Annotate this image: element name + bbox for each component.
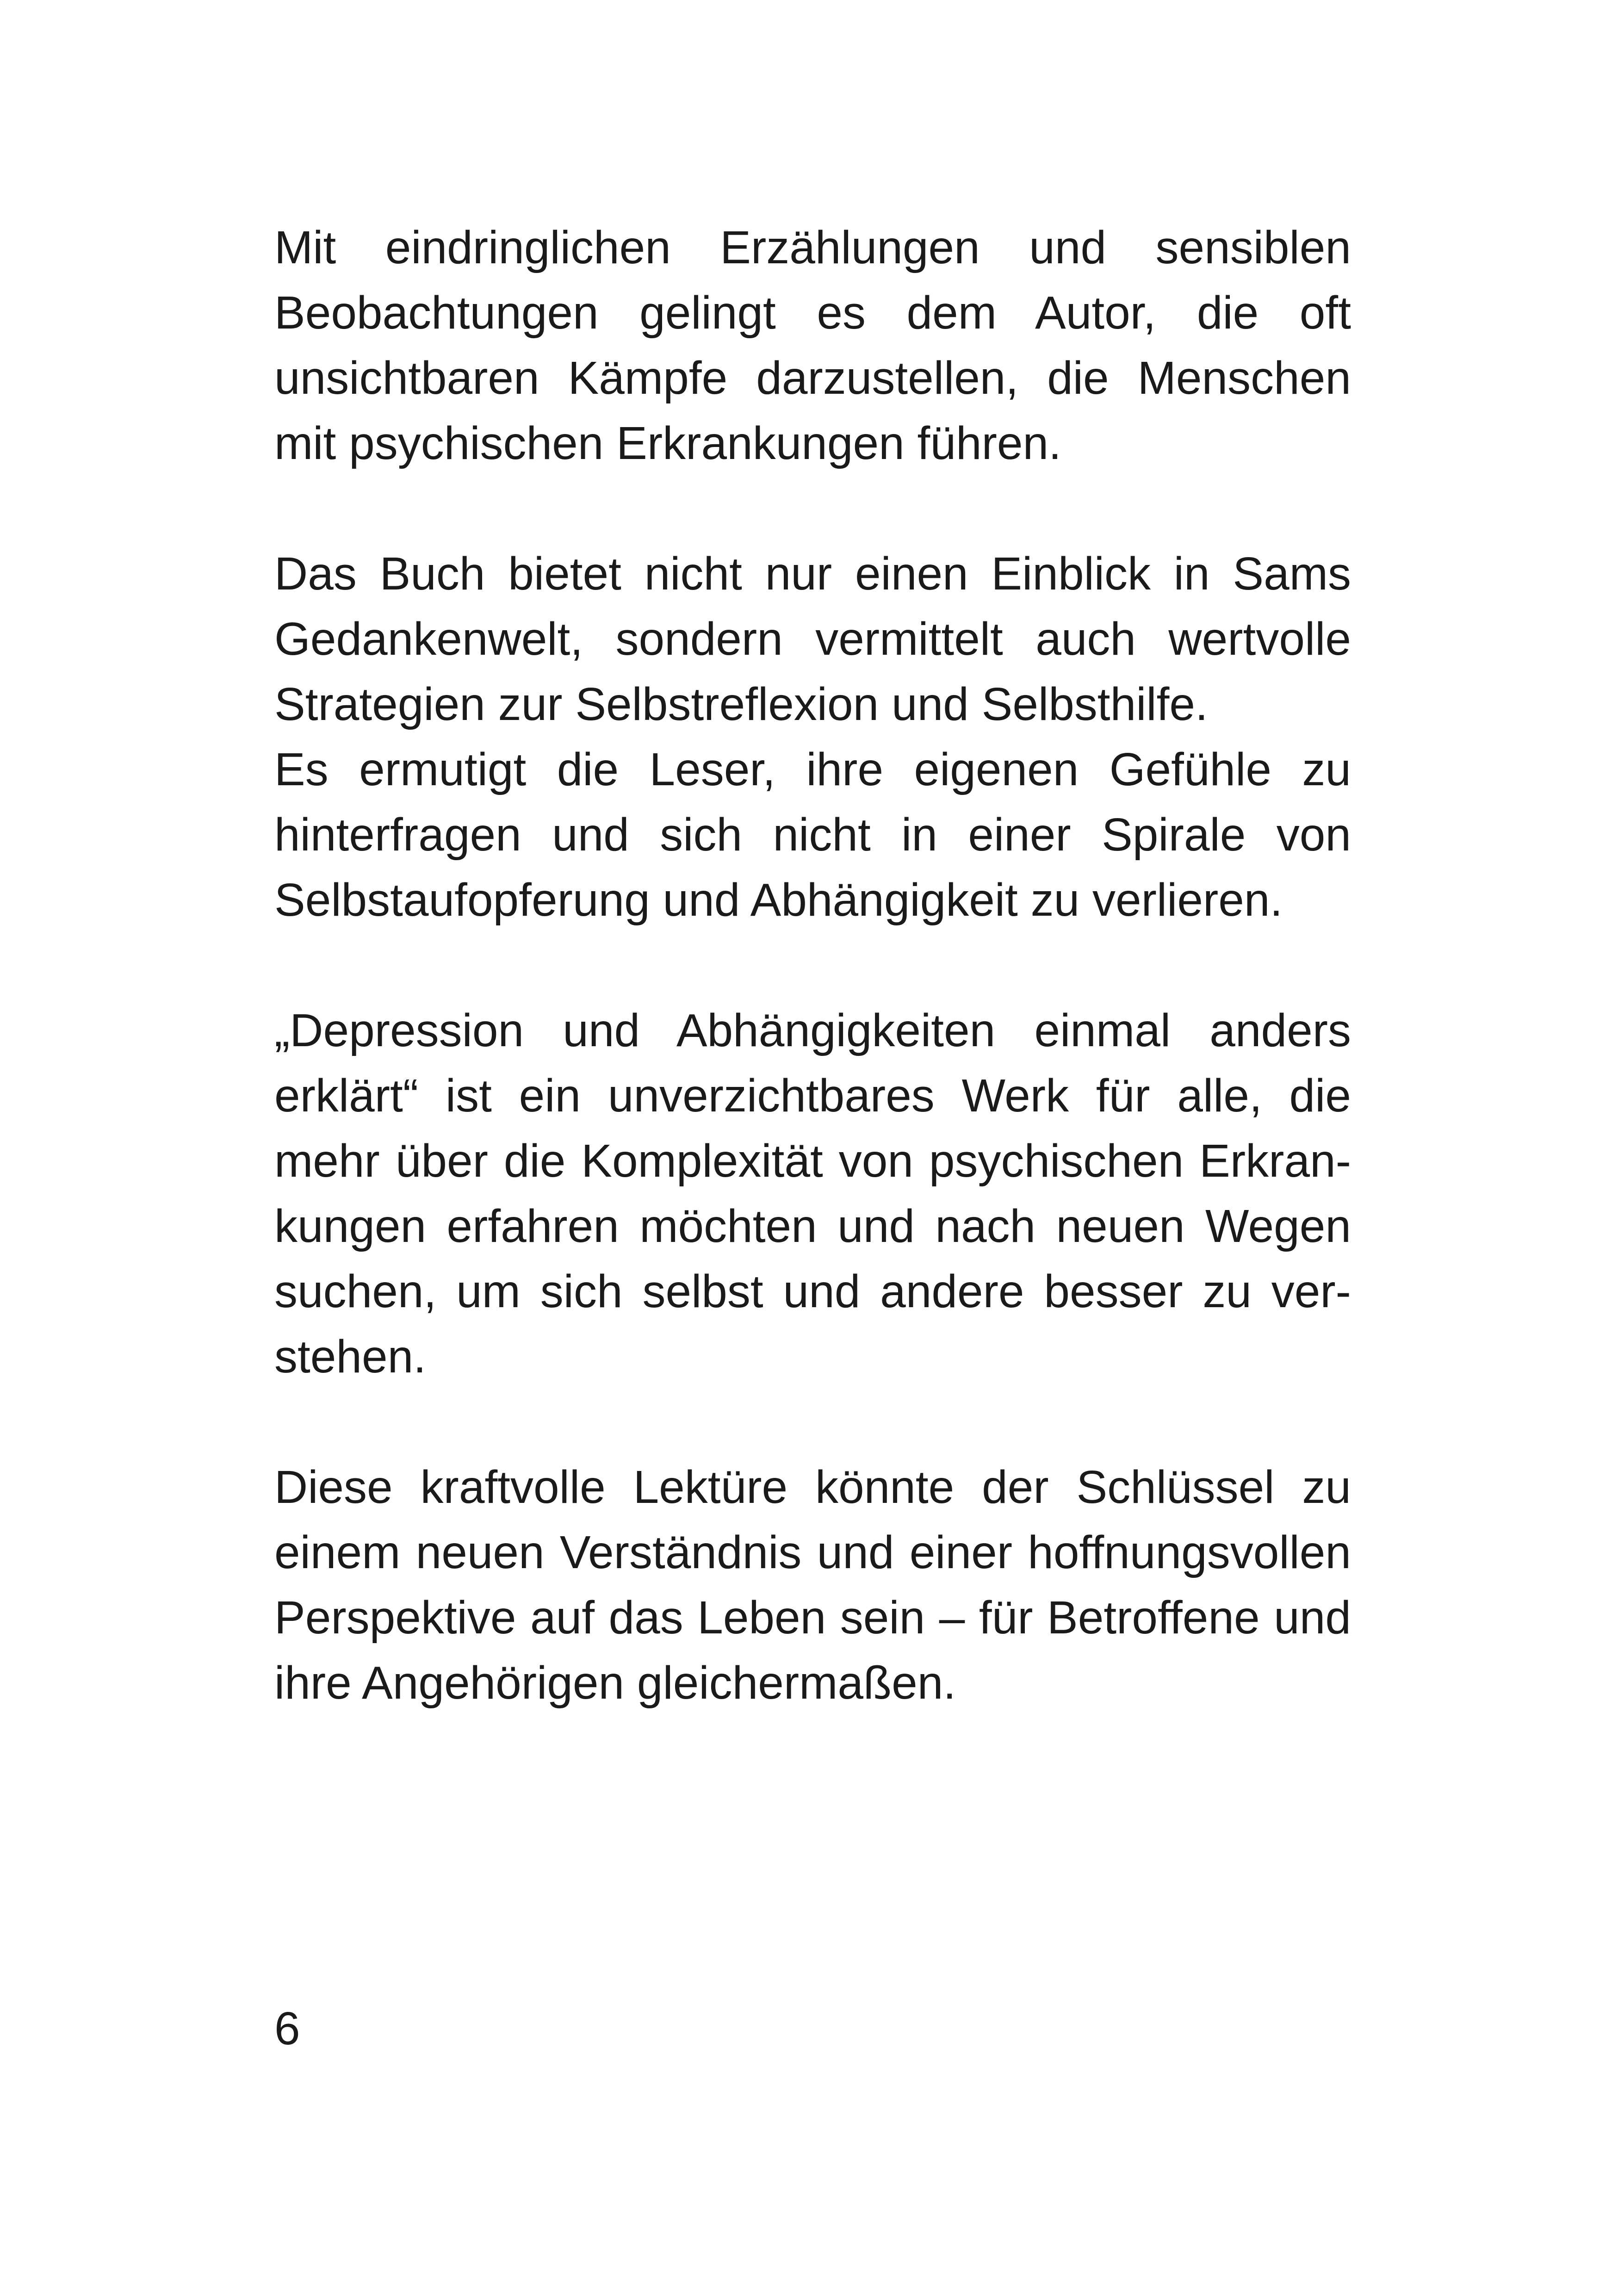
paragraph-gap <box>274 476 1351 541</box>
paragraph-2 <box>274 541 1351 933</box>
paragraph-line: stehen. <box>274 1331 427 1383</box>
paragraph-line: mit psychischen Erkrankungen führen. <box>274 417 1061 469</box>
body-text <box>274 215 1351 1716</box>
paragraph-line: Beobachtungen gelingt es dem Autor, die oft <box>274 287 1351 339</box>
paragraph-line: Gedankenwelt, sondern vermittelt auch wertvolle <box>274 613 1351 665</box>
paragraph-line: kungen erfahren möchten und nach neuen Wegen <box>274 1200 1351 1252</box>
paragraph-line: hinterfragen und sich nicht in einer Spirale von <box>274 809 1351 861</box>
paragraph-line: einem neuen Verständnis und einer hoffnungsvollen <box>274 1527 1351 1578</box>
paragraph-line: suchen, um sich selbst und andere besser zu ver- <box>274 1266 1351 1317</box>
paragraph-line: Das Buch bietet nicht nur einen Einblick in Sams <box>274 548 1351 600</box>
paragraph-3 <box>274 998 1351 1390</box>
paragraph-line: unsichtbaren Kämpfe darzustellen, die Menschen <box>274 352 1351 404</box>
paragraph-line: Mit eindringlichen Erzählungen und sensiblen <box>274 222 1351 273</box>
paragraph-line: erklärt“ ist ein unverzichtbares Werk für alle, die <box>274 1070 1351 1122</box>
paragraph-line: mehr über die Komplexität von psychischen Erkran- <box>274 1135 1351 1187</box>
paragraph-line: Diese kraftvolle Lektüre könnte der Schlüssel zu <box>274 1461 1351 1513</box>
paragraph-gap <box>274 1390 1351 1455</box>
paragraph-line: Strategien zur Selbstreflexion und Selbsthilfe. <box>274 678 1208 730</box>
paragraph-line: Selbstaufopferung und Abhängigkeit zu verlieren. <box>274 874 1283 926</box>
paragraph-4 <box>274 1455 1351 1716</box>
paragraph-1 <box>274 215 1351 476</box>
paragraph-line: Perspektive auf das Leben sein – für Betroffene und <box>274 1592 1351 1644</box>
paragraph-line: ihre Angehörigen gleichermaßen. <box>274 1657 956 1709</box>
page-number: 6 <box>274 2003 300 2054</box>
paragraph-line: Es ermutigt die Leser, ihre eigenen Gefühle zu <box>274 744 1351 795</box>
paragraph-gap <box>274 933 1351 998</box>
paragraph-line: „Depression und Abhängigkeiten einmal anders <box>274 1005 1351 1056</box>
